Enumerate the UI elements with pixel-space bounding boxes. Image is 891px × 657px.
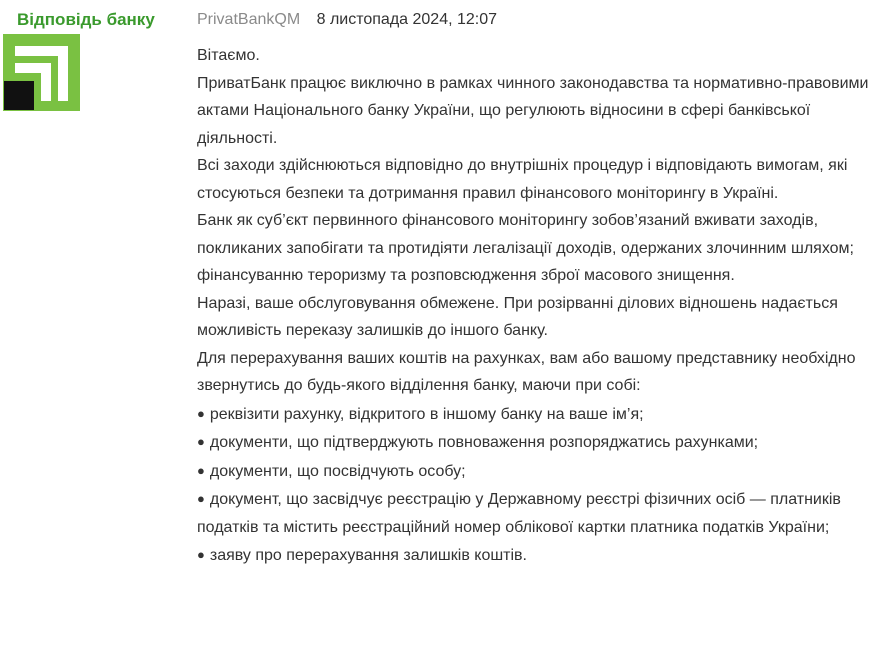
message-paragraph: Для перерахування ваших коштів на рахунках, вам або вашому представнику необхідно звернутись до будь-якого відділення банку, маючи при собі:	[197, 349, 856, 394]
message-paragraph: Банк як суб’єкт первинного фінансового моніторингу зобов’язаний вживати заходів, покликаних запобігати та протидіяти легалізації доходів, одержаних злочинним шляхом; фінансуванню тероризму та розповсюдження зброї масового знищення.	[197, 212, 854, 284]
reply-sidebar	[17, 9, 187, 31]
message-paragraph: Всі заходи здійснюються відповідно до внутрішніх процедур і відповідають вимогам, які стосуються безпеки та дотримання правил фінансового моніторингу в Україні.	[197, 157, 848, 202]
reply-date: 8 листопада 2024, 12:07	[316, 11, 498, 28]
bullet-icon: ●	[197, 462, 205, 478]
message-paragraph: ПриватБанк працює виключно в рамках чинного законодавства та нормативно-правовими актами Національного банку України, що регулюють відносини в сфері банківської діяльності.	[197, 74, 869, 147]
bullet-icon: ●	[197, 434, 205, 449]
bullet-text: документи, що посвідчують особу;	[209, 462, 466, 480]
bullet-text: документ, що засвідчує реєстрацію у Державному реєстрі фізичних осіб — платників податків та містить реєстраційний номер облікової картки платника податків України;	[197, 491, 841, 536]
logo-black-square	[4, 81, 34, 110]
reply-heading: Відповідь банку	[17, 10, 155, 29]
bullet-icon: ●	[197, 547, 205, 562]
reply-meta	[197, 9, 497, 31]
bullet-item	[197, 541, 883, 570]
bullet-text: заяву про перерахування залишків коштів.	[209, 547, 527, 564]
reply-message	[197, 42, 883, 570]
bullet-icon: ●	[197, 491, 205, 506]
bullet-item	[197, 485, 883, 541]
message-paragraph: Вітаємо.	[197, 47, 260, 64]
bullet-icon: ●	[197, 405, 205, 421]
bullet-text: реквізити рахунку, відкритого в іншому банку на ваше ім’я;	[209, 405, 644, 423]
privatbank-logo-icon	[3, 34, 80, 111]
bullet-item	[197, 428, 883, 457]
message-paragraph: Наразі, ваше обслуговування обмежене. При розірванні ділових відношень надається можливість переказу залишків до іншого банку.	[197, 294, 838, 339]
reply-author: PrivatBankQM	[197, 11, 301, 28]
bullet-item	[197, 457, 883, 486]
bullet-item	[197, 400, 883, 429]
bullet-text: документи, що підтверджують повноваження розпоряджатись рахунками;	[209, 434, 759, 451]
